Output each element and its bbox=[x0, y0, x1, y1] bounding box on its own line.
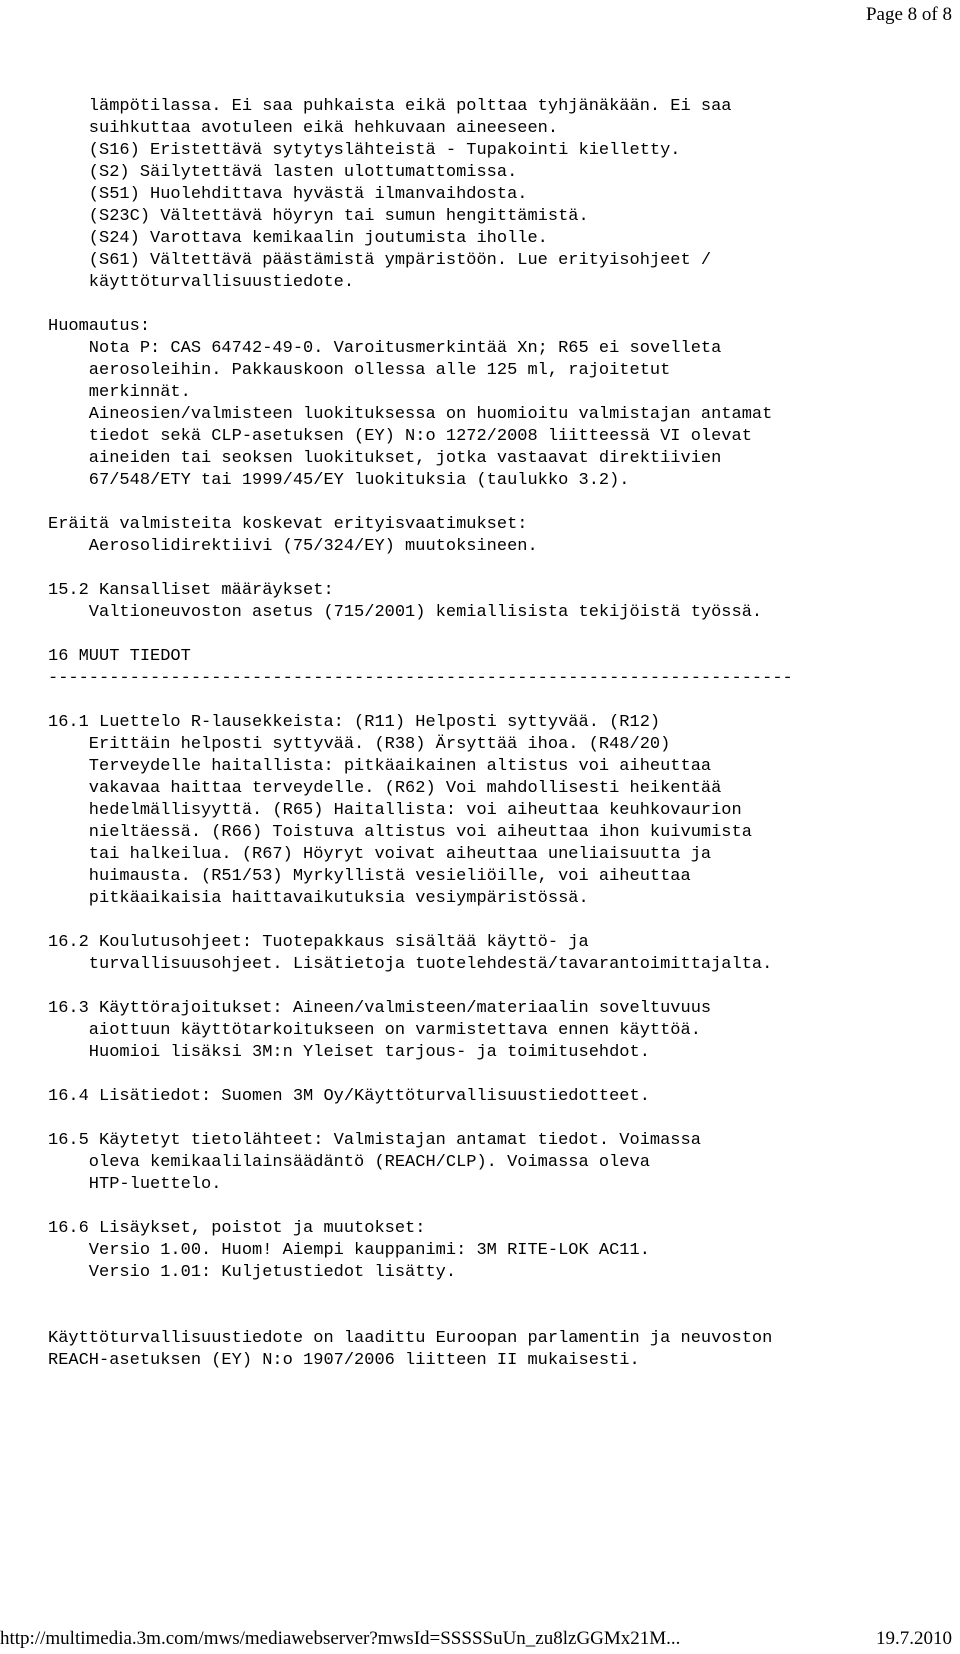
document-line: Erittäin helposti syttyvää. (R38) Ärsyttää ihoa. (R48/20) bbox=[48, 735, 671, 754]
footer-date: 19.7.2010 bbox=[876, 1628, 952, 1649]
document-line bbox=[48, 1064, 948, 1086]
document-line: (S24) Varottava kemikaalin joutumista iholle. bbox=[48, 229, 548, 248]
document-line bbox=[48, 1196, 948, 1218]
footer-url[interactable]: http://multimedia.3m.com/mws/mediawebserver?mwsId=SSSSSuUn_zu8lzGGMx21M... bbox=[0, 1628, 681, 1649]
document-line: Nota P: CAS 64742-49-0. Varoitusmerkintää Xn; R65 ei sovelleta bbox=[48, 339, 722, 358]
document-line: 16 MUUT TIEDOT bbox=[48, 647, 191, 666]
document-line: Aerosolidirektiivi (75/324/EY) muutoksineen. bbox=[48, 537, 538, 556]
document-line bbox=[48, 558, 948, 580]
document-line bbox=[48, 1108, 948, 1130]
document-line: HTP-luettelo. bbox=[48, 1175, 222, 1194]
document-line: 16.1 Luettelo R-lausekkeista: (R11) Helposti syttyvää. (R12) bbox=[48, 713, 661, 732]
document-line: 16.6 Lisäykset, poistot ja muutokset: bbox=[48, 1219, 426, 1238]
document-line: lämpötilassa. Ei saa puhkaista eikä polttaa tyhjänäkään. Ei saa bbox=[48, 97, 732, 116]
document-line: Käyttöturvallisuustiedote on laadittu Euroopan parlamentin ja neuvoston bbox=[48, 1329, 773, 1348]
document-line: tai halkeilua. (R67) Höyryt voivat aiheuttaa uneliaisuutta ja bbox=[48, 845, 712, 864]
document-line: (S61) Vältettävä päästämistä ympäristöön. Lue erityisohjeet / bbox=[48, 251, 712, 270]
document-line: turvallisuusohjeet. Lisätietoja tuotelehdestä/tavarantoimittajalta. bbox=[48, 955, 773, 974]
document-line: Terveydelle haitallista: pitkäaikainen altistus voi aiheuttaa bbox=[48, 757, 712, 776]
document-line: suihkuttaa avotuleen eikä hehkuvaan aineeseen. bbox=[48, 119, 559, 138]
document-line: Versio 1.01: Kuljetustiedot lisätty. bbox=[48, 1263, 457, 1282]
document-line: käyttöturvallisuustiedote. bbox=[48, 273, 355, 292]
document-line: (S16) Eristettävä sytytyslähteistä - Tupakointi kielletty. bbox=[48, 141, 681, 160]
document-line: (S2) Säilytettävä lasten ulottumattomissa. bbox=[48, 163, 518, 182]
document-line: 16.3 Käyttörajoitukset: Aineen/valmisteen/materiaalin soveltuvuus bbox=[48, 999, 712, 1018]
document-line: 16.4 Lisätiedot: Suomen 3M Oy/Käyttöturvallisuustiedotteet. bbox=[48, 1087, 650, 1106]
document-line bbox=[48, 294, 948, 316]
document-line bbox=[48, 690, 948, 712]
document-line: (S23C) Vältettävä höyryn tai sumun hengittämistä. bbox=[48, 207, 589, 226]
document-line: 16.5 Käytetyt tietolähteet: Valmistajan antamat tiedot. Voimassa bbox=[48, 1131, 701, 1150]
document-line: tiedot sekä CLP-asetuksen (EY) N:o 1272/2008 liitteessä VI olevat bbox=[48, 427, 752, 446]
document-line: oleva kemikaalilainsäädäntö (REACH/CLP). Voimassa oleva bbox=[48, 1153, 650, 1172]
document-line: vakavaa haittaa terveydelle. (R62) Voi mahdollisesti heikentää bbox=[48, 779, 722, 798]
document-line bbox=[48, 1284, 948, 1306]
document-line bbox=[48, 976, 948, 998]
document-line: Eräitä valmisteita koskevat erityisvaatimukset: bbox=[48, 515, 528, 534]
page-number-label: Page 8 of 8 bbox=[865, 4, 952, 25]
document-line: hedelmällisyyttä. (R65) Haitallista: voi aiheuttaa keuhkovaurion bbox=[48, 801, 742, 820]
document-line: ------------------------------------------------------------------------- bbox=[48, 669, 793, 688]
document-line: 15.2 Kansalliset määräykset: bbox=[48, 581, 334, 600]
document-line: (S51) Huolehdittava hyvästä ilmanvaihdosta. bbox=[48, 185, 528, 204]
document-line bbox=[48, 1306, 948, 1328]
document-line: Versio 1.00. Huom! Aiempi kauppanimi: 3M RITE-LOK AC11. bbox=[48, 1241, 650, 1260]
document-line: 67/548/ETY tai 1999/45/EY luokituksia (taulukko 3.2). bbox=[48, 471, 630, 490]
document-line bbox=[48, 910, 948, 932]
document-line: REACH-asetuksen (EY) N:o 1907/2006 liitteen II mukaisesti. bbox=[48, 1351, 640, 1370]
document-line: Huomautus: bbox=[48, 317, 151, 336]
document-line: aerosoleihin. Pakkauskoon ollessa alle 125 ml, rajoitetut bbox=[48, 361, 671, 380]
document-line bbox=[48, 624, 948, 646]
document-line: nieltäessä. (R66) Toistuva altistus voi aiheuttaa ihon kuivumista bbox=[48, 823, 752, 842]
document-line: merkinnät. bbox=[48, 383, 191, 402]
document-line: aiottuun käyttötarkoitukseen on varmistettava ennen käyttöä. bbox=[48, 1021, 701, 1040]
document-body bbox=[48, 96, 948, 1372]
document-line: Aineosien/valmisteen luokituksessa on huomioitu valmistajan antamat bbox=[48, 405, 773, 424]
document-line: aineiden tai seoksen luokitukset, jotka vastaavat direktiivien bbox=[48, 449, 722, 468]
document-line bbox=[48, 492, 948, 514]
document-line: pitkäaikaisia haittavaikutuksia vesiympäristössä. bbox=[48, 889, 589, 908]
document-line: huimausta. (R51/53) Myrkyllistä vesieliöille, voi aiheuttaa bbox=[48, 867, 691, 886]
document-line: Huomioi lisäksi 3M:n Yleiset tarjous- ja toimitusehdot. bbox=[48, 1043, 650, 1062]
document-line: Valtioneuvoston asetus (715/2001) kemiallisista tekijöistä työssä. bbox=[48, 603, 763, 622]
document-line: 16.2 Koulutusohjeet: Tuotepakkaus sisältää käyttö- ja bbox=[48, 933, 589, 952]
